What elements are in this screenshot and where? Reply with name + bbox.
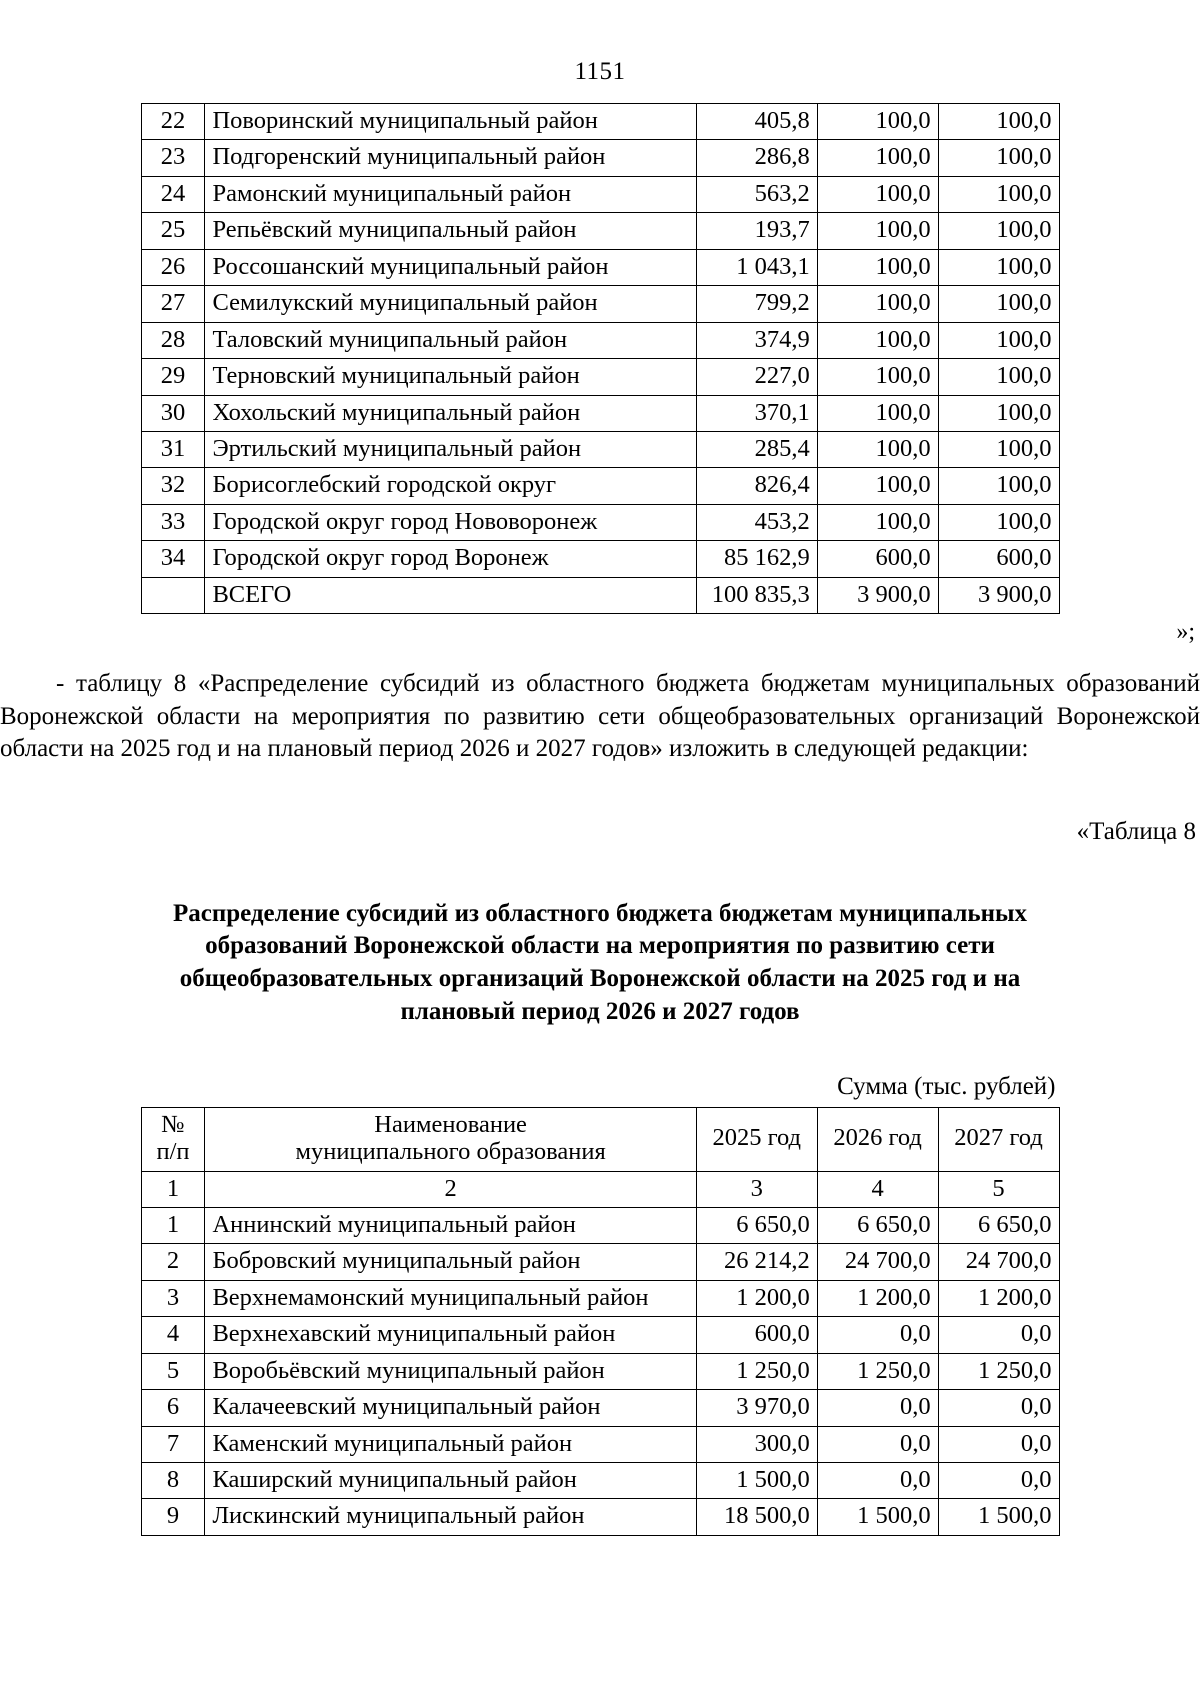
- numbering-cell-4: 4: [817, 1171, 938, 1207]
- header-cell-2027: 2027 год: [938, 1107, 1059, 1171]
- table8-row-3-no: 4: [141, 1317, 205, 1353]
- table8-row-8-no: 9: [141, 1499, 205, 1535]
- top-table-row-3-v2027: 100,0: [938, 213, 1059, 249]
- table8-row-0-v2025: 6 650,0: [696, 1207, 817, 1243]
- table-row: [141, 359, 1059, 395]
- table8-row-4-v2025: 1 250,0: [696, 1353, 817, 1389]
- table-row: [141, 140, 1059, 176]
- table8-row-3-v2027: 0,0: [938, 1317, 1059, 1353]
- top-table-wrapper: [141, 103, 1060, 614]
- table8-row-5-name: Калачеевский муниципальный район: [205, 1390, 696, 1426]
- table-8-title: Распределение субсидий из областного бюджета бюджетам муниципальных образований Воронежской области на мероприятия по развитию сети общеобразовательных организаций Воронежской области на 2025 год и на плановый период 2026 и 2027 годов: [172, 899, 1028, 1025]
- header-cell-2025: 2025 год: [696, 1107, 817, 1171]
- top-table-row-8-v2025: 370,1: [696, 395, 817, 431]
- table8-row-8-v2027: 1 500,0: [938, 1499, 1059, 1535]
- top-table-row-12-v2027: 600,0: [938, 541, 1059, 577]
- table8-row-7-name: Каширский муниципальный район: [205, 1463, 696, 1499]
- table-row: [141, 577, 1059, 613]
- table-row: [141, 1317, 1059, 1353]
- top-table-row-6-v2027: 100,0: [938, 322, 1059, 358]
- table8-row-7-v2027: 0,0: [938, 1463, 1059, 1499]
- table-header-row: [141, 1107, 1059, 1171]
- table8-row-1-name: Бобровский муниципальный район: [205, 1244, 696, 1280]
- table8-row-6-name: Каменский муниципальный район: [205, 1426, 696, 1462]
- top-table-row-2-v2027: 100,0: [938, 176, 1059, 212]
- table8-row-4-name: Воробьёвский муниципальный район: [205, 1353, 696, 1389]
- top-table-row-1-name: Подгоренский муниципальный район: [205, 140, 696, 176]
- table-row: [141, 322, 1059, 358]
- table-row: [141, 176, 1059, 212]
- top-table-row-2-v2026: 100,0: [817, 176, 938, 212]
- table-row: [141, 213, 1059, 249]
- top-table-row-12-no: 34: [141, 541, 205, 577]
- top-table-row-7-no: 29: [141, 359, 205, 395]
- top-table-row-0-v2026: 100,0: [817, 104, 938, 140]
- numbering-cell-1: 1: [141, 1171, 205, 1207]
- table8-row-6-v2027: 0,0: [938, 1426, 1059, 1462]
- table8-row-1-v2027: 24 700,0: [938, 1244, 1059, 1280]
- top-table-row-5-v2026: 100,0: [817, 286, 938, 322]
- table-row: [141, 1244, 1059, 1280]
- top-table-row-5-v2025: 799,2: [696, 286, 817, 322]
- table-row: [141, 395, 1059, 431]
- header-no-line1: №: [161, 1110, 185, 1138]
- table-row: [141, 1499, 1059, 1535]
- top-table-row-2-no: 24: [141, 176, 205, 212]
- header-no-line2: п/п: [156, 1138, 190, 1166]
- top-table-row-8-name: Хохольский муниципальный район: [205, 395, 696, 431]
- top-table-row-9-v2026: 100,0: [817, 431, 938, 467]
- numbering-cell-2: 2: [205, 1171, 696, 1207]
- top-table-row-8-v2027: 100,0: [938, 395, 1059, 431]
- table8-row-4-no: 5: [141, 1353, 205, 1389]
- table-row: [141, 431, 1059, 467]
- header-cell-2026: 2026 год: [817, 1107, 938, 1171]
- top-table-row-6-v2026: 100,0: [817, 322, 938, 358]
- top-table-row-7-v2026: 100,0: [817, 359, 938, 395]
- top-table-row-6-no: 28: [141, 322, 205, 358]
- table-row: [141, 286, 1059, 322]
- top-table-row-3-no: 25: [141, 213, 205, 249]
- numbering-cell-3: 3: [696, 1171, 817, 1207]
- top-table-row-total-name: ВСЕГО: [205, 577, 696, 613]
- top-table-row-9-name: Эртильский муниципальный район: [205, 431, 696, 467]
- table-row: [141, 1353, 1059, 1389]
- table-row: [141, 1390, 1059, 1426]
- top-table-row-11-no: 33: [141, 504, 205, 540]
- table-row: [141, 104, 1059, 140]
- top-table-row-10-name: Борисоглебский городской округ: [205, 468, 696, 504]
- table8-row-5-no: 6: [141, 1390, 205, 1426]
- table8-row-0-name: Аннинский муниципальный район: [205, 1207, 696, 1243]
- top-table-row-10-v2026: 100,0: [817, 468, 938, 504]
- top-table-row-0-v2027: 100,0: [938, 104, 1059, 140]
- top-table-row-total-v2025: 100 835,3: [696, 577, 817, 613]
- table-row: [141, 1207, 1059, 1243]
- table8-row-2-v2025: 1 200,0: [696, 1280, 817, 1316]
- top-table-row-3-v2026: 100,0: [817, 213, 938, 249]
- top-table-row-total-v2026: 3 900,0: [817, 577, 938, 613]
- top-table-row-0-v2025: 405,8: [696, 104, 817, 140]
- table8-row-3-v2025: 600,0: [696, 1317, 817, 1353]
- top-table-row-7-v2027: 100,0: [938, 359, 1059, 395]
- top-table-row-4-v2027: 100,0: [938, 249, 1059, 285]
- top-table-row-2-name: Рамонский муниципальный район: [205, 176, 696, 212]
- table8-row-7-no: 8: [141, 1463, 205, 1499]
- table-row: [141, 504, 1059, 540]
- top-table-row-6-v2025: 374,9: [696, 322, 817, 358]
- top-table-row-1-no: 23: [141, 140, 205, 176]
- table8-row-5-v2025: 3 970,0: [696, 1390, 817, 1426]
- table8-row-1-v2026: 24 700,0: [817, 1244, 938, 1280]
- table8-row-8-v2026: 1 500,0: [817, 1499, 938, 1535]
- top-table-row-5-name: Семилукский муниципальный район: [205, 286, 696, 322]
- top-table-row-4-no: 26: [141, 249, 205, 285]
- table8-row-6-v2025: 300,0: [696, 1426, 817, 1462]
- top-table-row-5-no: 27: [141, 286, 205, 322]
- table8-row-3-name: Верхнехавский муниципальный район: [205, 1317, 696, 1353]
- top-table-row-12-v2026: 600,0: [817, 541, 938, 577]
- table-row: [141, 1463, 1059, 1499]
- table8-row-7-v2026: 0,0: [817, 1463, 938, 1499]
- top-table-row-11-v2027: 100,0: [938, 504, 1059, 540]
- table8-row-2-no: 3: [141, 1280, 205, 1316]
- top-table-row-total-v2027: 3 900,0: [938, 577, 1059, 613]
- top-table-row-4-v2025: 1 043,1: [696, 249, 817, 285]
- table8-row-8-name: Лискинский муниципальный район: [205, 1499, 696, 1535]
- table8-row-7-v2025: 1 500,0: [696, 1463, 817, 1499]
- table-row: [141, 468, 1059, 504]
- top-table-row-9-v2027: 100,0: [938, 431, 1059, 467]
- top-table-row-3-v2025: 193,7: [696, 213, 817, 249]
- table8-row-6-v2026: 0,0: [817, 1426, 938, 1462]
- top-table-row-10-v2025: 826,4: [696, 468, 817, 504]
- table8-row-4-v2026: 1 250,0: [817, 1353, 938, 1389]
- top-table-row-3-name: Репьёвский муниципальный район: [205, 213, 696, 249]
- distribution-table-8: [141, 1107, 1060, 1536]
- closing-quote-mark: »;: [1176, 619, 1195, 646]
- table8-row-2-v2026: 1 200,0: [817, 1280, 938, 1316]
- top-table-row-12-v2025: 85 162,9: [696, 541, 817, 577]
- table8-row-0-v2027: 6 650,0: [938, 1207, 1059, 1243]
- table8-row-3-v2026: 0,0: [817, 1317, 938, 1353]
- header-name-line2: муниципального образования: [295, 1138, 606, 1166]
- top-table-row-11-v2026: 100,0: [817, 504, 938, 540]
- top-table-row-6-name: Таловский муниципальный район: [205, 322, 696, 358]
- table-8-label: «Таблица 8: [1076, 817, 1196, 845]
- top-table-row-9-v2025: 285,4: [696, 431, 817, 467]
- top-table-row-9-no: 31: [141, 431, 205, 467]
- top-table-row-10-no: 32: [141, 468, 205, 504]
- top-table-row-4-name: Россошанский муниципальный район: [205, 249, 696, 285]
- top-table-row-0-name: Поворинский муниципальный район: [205, 104, 696, 140]
- table8-row-0-no: 1: [141, 1207, 205, 1243]
- top-table-row-1-v2025: 286,8: [696, 140, 817, 176]
- top-table-row-1-v2027: 100,0: [938, 140, 1059, 176]
- table8-row-5-v2026: 0,0: [817, 1390, 938, 1426]
- top-table-row-1-v2026: 100,0: [817, 140, 938, 176]
- amendment-paragraph: - таблицу 8 «Распределение субсидий из областного бюджета бюджетам муниципальных образований Воронежской области на мероприятия по развитию сети общеобразовательных организаций Воронежской области на 2025 год и на плановый период 2026 и 2027 годов» изложить в следующей редакции:: [0, 670, 1200, 763]
- sum-units-note: Сумма (тыс. рублей): [837, 1072, 1056, 1100]
- table-row: [141, 541, 1059, 577]
- header-name-line1: Наименование: [374, 1110, 527, 1138]
- table-row: [141, 249, 1059, 285]
- table8-row-1-v2025: 26 214,2: [696, 1244, 817, 1280]
- table8-row-1-no: 2: [141, 1244, 205, 1280]
- header-cell-no: [141, 1107, 205, 1171]
- top-table-row-7-v2025: 227,0: [696, 359, 817, 395]
- page-number: 1151: [574, 58, 626, 85]
- table8-row-2-v2027: 1 200,0: [938, 1280, 1059, 1316]
- top-table-row-4-v2026: 100,0: [817, 249, 938, 285]
- top-table-row-11-name: Городской округ город Нововоронеж: [205, 504, 696, 540]
- top-table-row-2-v2025: 563,2: [696, 176, 817, 212]
- table-numbering-row: [141, 1171, 1059, 1207]
- top-table-row-total-no: [141, 577, 205, 613]
- table8-row-2-name: Верхнемамонский муниципальный район: [205, 1280, 696, 1316]
- top-table-row-8-v2026: 100,0: [817, 395, 938, 431]
- table8-row-0-v2026: 6 650,0: [817, 1207, 938, 1243]
- table-row: [141, 1280, 1059, 1316]
- table8-row-8-v2025: 18 500,0: [696, 1499, 817, 1535]
- top-table-row-8-no: 30: [141, 395, 205, 431]
- table8-row-6-no: 7: [141, 1426, 205, 1462]
- top-table-row-7-name: Терновский муниципальный район: [205, 359, 696, 395]
- top-table-row-11-v2025: 453,2: [696, 504, 817, 540]
- bottom-table-wrapper: [141, 1073, 1060, 1536]
- top-table-row-0-no: 22: [141, 104, 205, 140]
- top-table-row-10-v2027: 100,0: [938, 468, 1059, 504]
- numbering-cell-5: 5: [938, 1171, 1059, 1207]
- table8-row-4-v2027: 1 250,0: [938, 1353, 1059, 1389]
- top-table-row-5-v2027: 100,0: [938, 286, 1059, 322]
- top-table-row-12-name: Городской округ город Воронеж: [205, 541, 696, 577]
- table8-row-5-v2027: 0,0: [938, 1390, 1059, 1426]
- table-row: [141, 1426, 1059, 1462]
- header-cell-name: [205, 1107, 696, 1171]
- distribution-table-continued: [141, 103, 1060, 614]
